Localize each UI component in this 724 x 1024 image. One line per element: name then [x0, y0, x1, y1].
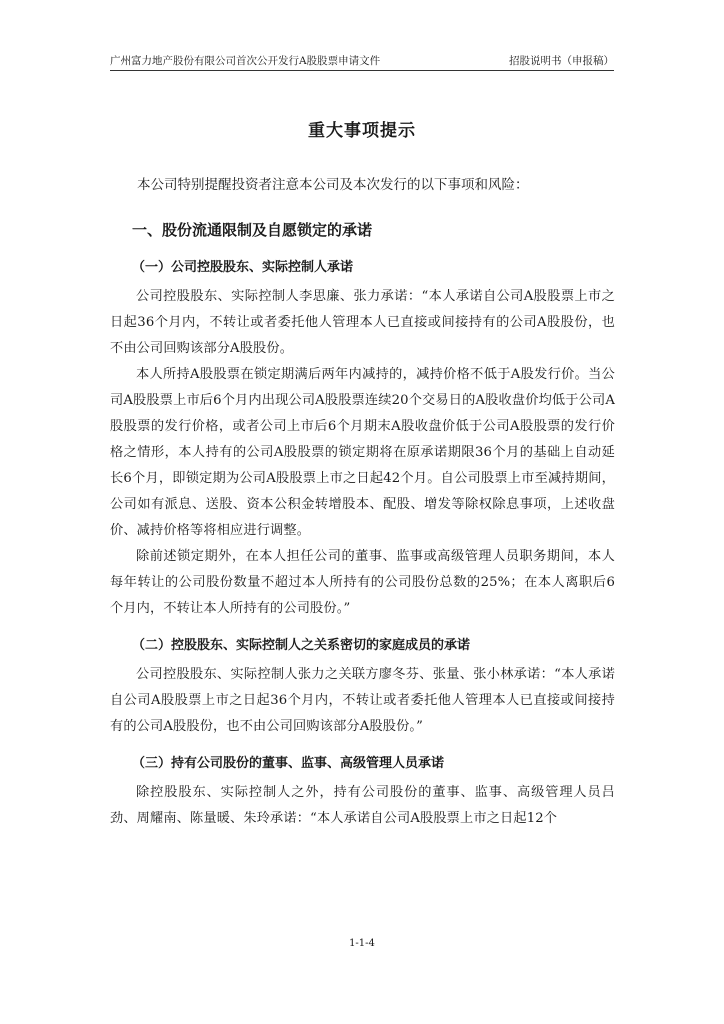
page-title: 重大事项提示 — [308, 121, 416, 141]
subsection-2-heading: （二）控股股东、实际控制人之关系密切的家庭成员的承诺 — [132, 638, 471, 653]
subsection-3-paragraph-1: 除控股股东、实际控制人之外，持有公司股份的董事、监事、高级管理人员吕劲、周耀南、陈量暖、朱玲承诺：“本人承诺自公司A股股票上市之日起12个 — [110, 785, 615, 826]
subsection-3-heading: （三）持有公司股份的董事、监事、高级管理人员承诺 — [132, 756, 445, 771]
subsection-1-paragraph-1: 公司控股股东、实际控制人李思廉、张力承诺：“本人承诺自公司A股股票上市之日起36个月内，不转让或者委托他人管理本人已直接或间接持有的公司A股股份，也不由公司回购该部分A股股份。 — [110, 289, 615, 356]
page-number: 1-1-4 — [349, 938, 375, 949]
subsection-1-paragraph-2: 本人所持A股股票在锁定期满后两年内减持的，减持价格不低于A股发行价。当公司A股股票上市后6个月内出现公司A股股票连续20个交易日的A股收盘价均低于公司A股股票的发行价格，或者公司上市后6个月期末A股收盘价低于公司A股股票的发行价格之情形，本人持有的公司A股股票的锁定期将在原承诺期限36个月的基础上自动延长6个月，即锁定期为公司A股股票上市之日起42个月。自公司股票上市至减持期间，公司如有派息、送股、资本公积金转增股本、配股、增发等除权除息事项，上述收盘价、减持价格等将相应进行调整。 — [110, 367, 615, 538]
section-1-heading: 一、股份流通限制及自愿锁定的承诺 — [132, 221, 373, 239]
subsection-1-paragraph-3: 除前述锁定期外，在本人担任公司的董事、监事或高级管理人员职务期间，本人每年转让的公司股份数量不超过本人所持有的公司股份总数的25%；在本人离职后6个月内，不转让本人所持有的公司股份。” — [110, 549, 615, 616]
page-header — [110, 50, 614, 71]
header-document-name: 广州富力地产股份有限公司首次公开发行A股股票申请文件 — [110, 55, 381, 67]
subsection-2-paragraph-1: 公司控股股东、实际控制人张力之关联方廖冬芬、张量、张小林承诺：“本人承诺自公司A股股票上市之日起36个月内，不转让或者委托他人管理本人已直接或间接持有的公司A股股份，也不由公司回购该部分A股股份。” — [110, 667, 615, 734]
document-body — [110, 172, 615, 832]
subsection-1-heading: （一）公司控股股东、实际控制人承诺 — [132, 260, 354, 275]
intro-paragraph: 本公司特别提醒投资者注意本公司及本次发行的以下事项和风险： — [137, 177, 529, 193]
header-document-type: 招股说明书（申报稿） — [509, 55, 614, 67]
